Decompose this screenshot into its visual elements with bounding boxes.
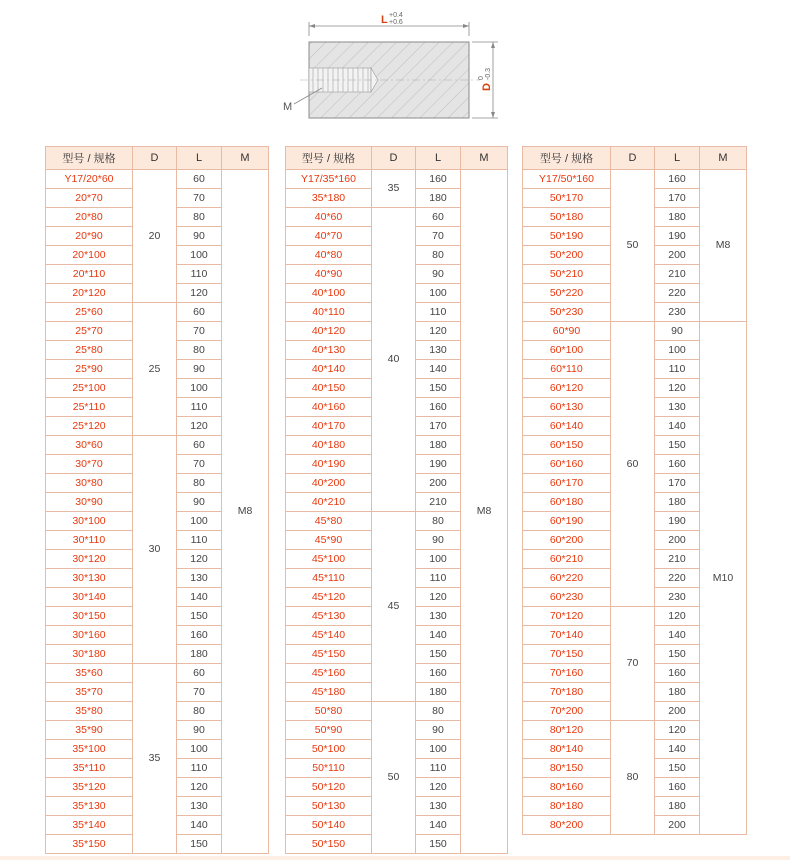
l-cell: 180 xyxy=(655,493,700,512)
l-cell: 90 xyxy=(177,493,222,512)
model-cell: 40*150 xyxy=(286,379,372,398)
model-cell: 25*110 xyxy=(46,398,133,417)
l-cell: 90 xyxy=(416,531,461,550)
model-cell: 50*80 xyxy=(286,702,372,721)
l-cell: 110 xyxy=(655,360,700,379)
l-cell: 80 xyxy=(177,341,222,360)
model-cell: 30*130 xyxy=(46,569,133,588)
model-cell: 70*120 xyxy=(523,607,611,626)
model-cell: 50*190 xyxy=(523,227,611,246)
m-cell: M10 xyxy=(700,322,747,835)
model-cell: 80*150 xyxy=(523,759,611,778)
l-cell: 150 xyxy=(416,645,461,664)
model-cell: 35*120 xyxy=(46,778,133,797)
l-cell: 110 xyxy=(177,265,222,284)
l-cell: 140 xyxy=(655,740,700,759)
l-cell: 130 xyxy=(177,569,222,588)
model-cell: 30*160 xyxy=(46,626,133,645)
model-cell: 45*80 xyxy=(286,512,372,531)
l-cell: 100 xyxy=(177,740,222,759)
l-cell: 230 xyxy=(655,303,700,322)
l-cell: 130 xyxy=(416,607,461,626)
d-cell: 45 xyxy=(372,512,416,702)
model-cell: 40*110 xyxy=(286,303,372,322)
l-cell: 150 xyxy=(655,645,700,664)
model-cell: 60*220 xyxy=(523,569,611,588)
model-cell: 30*140 xyxy=(46,588,133,607)
l-cell: 160 xyxy=(177,626,222,645)
l-cell: 80 xyxy=(177,474,222,493)
table-row xyxy=(523,322,747,341)
l-cell: 130 xyxy=(655,398,700,417)
l-cell: 120 xyxy=(177,417,222,436)
model-cell: 50*140 xyxy=(286,816,372,835)
header-m: M xyxy=(700,147,747,170)
l-cell: 120 xyxy=(655,607,700,626)
l-cell: 60 xyxy=(416,208,461,227)
d-cell: 30 xyxy=(133,436,177,664)
model-cell: 60*190 xyxy=(523,512,611,531)
model-cell: 30*60 xyxy=(46,436,133,455)
l-cell: 70 xyxy=(177,683,222,702)
l-label: L xyxy=(381,14,388,26)
l-cell: 120 xyxy=(177,284,222,303)
l-cell: 160 xyxy=(416,664,461,683)
l-cell: 120 xyxy=(416,588,461,607)
model-cell: 70*200 xyxy=(523,702,611,721)
l-cell: 170 xyxy=(655,474,700,493)
model-cell: 50*230 xyxy=(523,303,611,322)
model-cell: 60*110 xyxy=(523,360,611,379)
l-cell: 70 xyxy=(416,227,461,246)
model-cell: 35*130 xyxy=(46,797,133,816)
model-cell: 80*200 xyxy=(523,816,611,835)
model-cell: 80*180 xyxy=(523,797,611,816)
model-cell: 50*210 xyxy=(523,265,611,284)
model-cell: 20*110 xyxy=(46,265,133,284)
model-cell: 40*80 xyxy=(286,246,372,265)
table-row xyxy=(523,170,747,189)
model-cell: 30*70 xyxy=(46,455,133,474)
header-m: M xyxy=(461,147,508,170)
l-cell: 200 xyxy=(655,702,700,721)
model-cell: 25*60 xyxy=(46,303,133,322)
table-row xyxy=(286,170,508,189)
model-cell: 20*90 xyxy=(46,227,133,246)
model-cell: 25*100 xyxy=(46,379,133,398)
model-cell: 40*210 xyxy=(286,493,372,512)
d-cell: 80 xyxy=(611,721,655,835)
l-cell: 150 xyxy=(416,379,461,398)
header-d: D xyxy=(133,147,177,170)
model-cell: 40*60 xyxy=(286,208,372,227)
header-l: L xyxy=(177,147,222,170)
model-cell: 60*180 xyxy=(523,493,611,512)
l-cell: 70 xyxy=(177,322,222,341)
l-cell: 230 xyxy=(655,588,700,607)
l-cell: 110 xyxy=(416,569,461,588)
model-cell: 60*230 xyxy=(523,588,611,607)
model-cell: 60*200 xyxy=(523,531,611,550)
l-cell: 200 xyxy=(655,531,700,550)
d-tolerance-upper: 0 xyxy=(478,76,485,80)
model-cell: Y17/50*160 xyxy=(523,170,611,189)
table-header-row xyxy=(286,147,508,170)
l-cell: 160 xyxy=(655,778,700,797)
l-cell: 90 xyxy=(655,322,700,341)
l-cell: 130 xyxy=(416,341,461,360)
model-cell: 45*120 xyxy=(286,588,372,607)
l-cell: 160 xyxy=(655,170,700,189)
l-cell: 150 xyxy=(655,759,700,778)
model-cell: 80*120 xyxy=(523,721,611,740)
model-cell: 50*90 xyxy=(286,721,372,740)
model-cell: 60*140 xyxy=(523,417,611,436)
model-cell: Y17/20*60 xyxy=(46,170,133,189)
l-cell: 110 xyxy=(177,759,222,778)
model-cell: 40*130 xyxy=(286,341,372,360)
model-cell: 60*160 xyxy=(523,455,611,474)
model-cell: 35*140 xyxy=(46,816,133,835)
l-cell: 60 xyxy=(177,170,222,189)
model-cell: 25*80 xyxy=(46,341,133,360)
model-cell: 35*70 xyxy=(46,683,133,702)
d-tolerance-lower: -0.3 xyxy=(485,67,492,80)
model-cell: 25*70 xyxy=(46,322,133,341)
l-cell: 60 xyxy=(177,436,222,455)
spacer-drawing xyxy=(0,0,790,140)
model-cell: 35*90 xyxy=(46,721,133,740)
model-cell: 60*150 xyxy=(523,436,611,455)
l-cell: 210 xyxy=(655,265,700,284)
model-cell: 45*160 xyxy=(286,664,372,683)
l-cell: 160 xyxy=(416,398,461,417)
l-cell: 200 xyxy=(655,816,700,835)
model-cell: 60*120 xyxy=(523,379,611,398)
spec-table-2 xyxy=(285,146,508,854)
model-cell: 70*150 xyxy=(523,645,611,664)
d-cell: 70 xyxy=(611,607,655,721)
model-cell: 20*70 xyxy=(46,189,133,208)
model-cell: 35*100 xyxy=(46,740,133,759)
l-tolerance-lower: +0.6 xyxy=(389,19,403,26)
model-cell: 35*110 xyxy=(46,759,133,778)
model-cell: 40*170 xyxy=(286,417,372,436)
model-cell: 45*180 xyxy=(286,683,372,702)
l-cell: 220 xyxy=(655,284,700,303)
l-cell: 190 xyxy=(655,227,700,246)
m-cell: M8 xyxy=(700,170,747,322)
model-cell: 50*170 xyxy=(523,189,611,208)
l-cell: 190 xyxy=(655,512,700,531)
l-cell: 80 xyxy=(177,702,222,721)
model-cell: 80*160 xyxy=(523,778,611,797)
model-cell: 45*90 xyxy=(286,531,372,550)
l-cell: 120 xyxy=(655,379,700,398)
d-label: D xyxy=(481,83,493,91)
model-cell: 50*130 xyxy=(286,797,372,816)
l-cell: 120 xyxy=(177,550,222,569)
l-cell: 140 xyxy=(416,626,461,645)
l-cell: 160 xyxy=(655,664,700,683)
l-cell: 100 xyxy=(177,379,222,398)
l-cell: 110 xyxy=(177,398,222,417)
d-cell: 20 xyxy=(133,170,177,303)
l-cell: 70 xyxy=(177,455,222,474)
model-cell: 40*70 xyxy=(286,227,372,246)
l-cell: 150 xyxy=(416,835,461,854)
m-cell: M8 xyxy=(222,170,269,854)
l-cell: 160 xyxy=(655,455,700,474)
spacer-body xyxy=(300,42,480,118)
header-model: 型号 / 规格 xyxy=(523,147,611,170)
l-cell: 80 xyxy=(177,208,222,227)
l-cell: 180 xyxy=(416,436,461,455)
model-cell: 30*90 xyxy=(46,493,133,512)
d-cell: 40 xyxy=(372,208,416,512)
l-cell: 140 xyxy=(177,588,222,607)
l-cell: 90 xyxy=(177,360,222,379)
d-cell: 35 xyxy=(372,170,416,208)
l-cell: 60 xyxy=(177,303,222,322)
model-cell: 40*200 xyxy=(286,474,372,493)
model-cell: 25*90 xyxy=(46,360,133,379)
model-cell: 35*80 xyxy=(46,702,133,721)
d-cell: 25 xyxy=(133,303,177,436)
model-cell: 50*220 xyxy=(523,284,611,303)
l-cell: 120 xyxy=(655,721,700,740)
model-cell: 50*120 xyxy=(286,778,372,797)
l-cell: 180 xyxy=(416,683,461,702)
l-cell: 80 xyxy=(416,702,461,721)
model-cell: 50*100 xyxy=(286,740,372,759)
l-cell: 140 xyxy=(416,360,461,379)
model-cell: 40*180 xyxy=(286,436,372,455)
l-cell: 150 xyxy=(177,835,222,854)
d-cell: 50 xyxy=(611,170,655,322)
header-d: D xyxy=(372,147,416,170)
l-cell: 130 xyxy=(416,797,461,816)
l-cell: 90 xyxy=(416,265,461,284)
m-label: M xyxy=(283,101,293,113)
l-cell: 180 xyxy=(416,189,461,208)
header-d: D xyxy=(611,147,655,170)
l-cell: 100 xyxy=(416,550,461,569)
l-cell: 90 xyxy=(177,227,222,246)
header-l: L xyxy=(416,147,461,170)
l-cell: 170 xyxy=(416,417,461,436)
model-cell: 60*100 xyxy=(523,341,611,360)
l-cell: 180 xyxy=(177,645,222,664)
model-cell: 60*130 xyxy=(523,398,611,417)
l-cell: 180 xyxy=(655,683,700,702)
table-header-row xyxy=(523,147,747,170)
l-cell: 80 xyxy=(416,512,461,531)
l-cell: 160 xyxy=(416,170,461,189)
model-cell: 50*150 xyxy=(286,835,372,854)
l-cell: 210 xyxy=(655,550,700,569)
model-cell: 45*130 xyxy=(286,607,372,626)
model-cell: 30*110 xyxy=(46,531,133,550)
l-cell: 110 xyxy=(416,303,461,322)
model-cell: 45*110 xyxy=(286,569,372,588)
l-cell: 200 xyxy=(416,474,461,493)
l-cell: 80 xyxy=(416,246,461,265)
d-cell: 50 xyxy=(372,702,416,854)
l-cell: 120 xyxy=(177,778,222,797)
l-cell: 120 xyxy=(416,778,461,797)
l-cell: 170 xyxy=(655,189,700,208)
model-cell: 40*120 xyxy=(286,322,372,341)
model-cell: 35*180 xyxy=(286,189,372,208)
l-cell: 180 xyxy=(655,208,700,227)
model-cell: 20*120 xyxy=(46,284,133,303)
header-model: 型号 / 规格 xyxy=(46,147,133,170)
model-cell: 70*180 xyxy=(523,683,611,702)
l-cell: 100 xyxy=(177,512,222,531)
model-cell: 45*140 xyxy=(286,626,372,645)
table-row xyxy=(46,170,269,189)
l-cell: 200 xyxy=(655,246,700,265)
model-cell: 40*190 xyxy=(286,455,372,474)
table-header-row xyxy=(46,147,269,170)
l-cell: 140 xyxy=(655,417,700,436)
model-cell: 50*110 xyxy=(286,759,372,778)
l-cell: 90 xyxy=(177,721,222,740)
l-cell: 220 xyxy=(655,569,700,588)
model-cell: 30*180 xyxy=(46,645,133,664)
model-cell: 45*100 xyxy=(286,550,372,569)
l-cell: 210 xyxy=(416,493,461,512)
header-model: 型号 / 规格 xyxy=(286,147,372,170)
l-cell: 90 xyxy=(416,721,461,740)
model-cell: 35*60 xyxy=(46,664,133,683)
l-cell: 100 xyxy=(655,341,700,360)
l-cell: 100 xyxy=(416,284,461,303)
model-cell: 30*120 xyxy=(46,550,133,569)
bottom-divider xyxy=(0,856,790,860)
model-cell: Y17/35*160 xyxy=(286,170,372,189)
model-cell: 35*150 xyxy=(46,835,133,854)
model-cell: 40*100 xyxy=(286,284,372,303)
model-cell: 40*160 xyxy=(286,398,372,417)
model-cell: 60*90 xyxy=(523,322,611,341)
spec-table-1 xyxy=(45,146,269,854)
d-cell: 35 xyxy=(133,664,177,854)
l-cell: 70 xyxy=(177,189,222,208)
model-cell: 70*140 xyxy=(523,626,611,645)
l-cell: 190 xyxy=(416,455,461,474)
header-m: M xyxy=(222,147,269,170)
l-cell: 140 xyxy=(416,816,461,835)
l-cell: 130 xyxy=(177,797,222,816)
model-cell: 30*80 xyxy=(46,474,133,493)
l-cell: 110 xyxy=(416,759,461,778)
l-cell: 120 xyxy=(416,322,461,341)
model-cell: 20*80 xyxy=(46,208,133,227)
model-cell: 45*150 xyxy=(286,645,372,664)
model-cell: 20*100 xyxy=(46,246,133,265)
l-cell: 110 xyxy=(177,531,222,550)
d-cell: 60 xyxy=(611,322,655,607)
model-cell: 40*140 xyxy=(286,360,372,379)
model-cell: 60*170 xyxy=(523,474,611,493)
l-cell: 140 xyxy=(177,816,222,835)
l-cell: 140 xyxy=(655,626,700,645)
header-l: L xyxy=(655,147,700,170)
model-cell: 25*120 xyxy=(46,417,133,436)
model-cell: 30*150 xyxy=(46,607,133,626)
model-cell: 40*90 xyxy=(286,265,372,284)
m-cell: M8 xyxy=(461,170,508,854)
model-cell: 30*100 xyxy=(46,512,133,531)
l-cell: 150 xyxy=(177,607,222,626)
spec-table-3 xyxy=(522,146,747,835)
l-cell: 60 xyxy=(177,664,222,683)
model-cell: 60*210 xyxy=(523,550,611,569)
l-cell: 100 xyxy=(177,246,222,265)
l-cell: 150 xyxy=(655,436,700,455)
model-cell: 70*160 xyxy=(523,664,611,683)
model-cell: 50*180 xyxy=(523,208,611,227)
l-cell: 100 xyxy=(416,740,461,759)
model-cell: 50*200 xyxy=(523,246,611,265)
l-tolerance-upper: +0.4 xyxy=(389,12,403,19)
model-cell: 80*140 xyxy=(523,740,611,759)
l-cell: 180 xyxy=(655,797,700,816)
